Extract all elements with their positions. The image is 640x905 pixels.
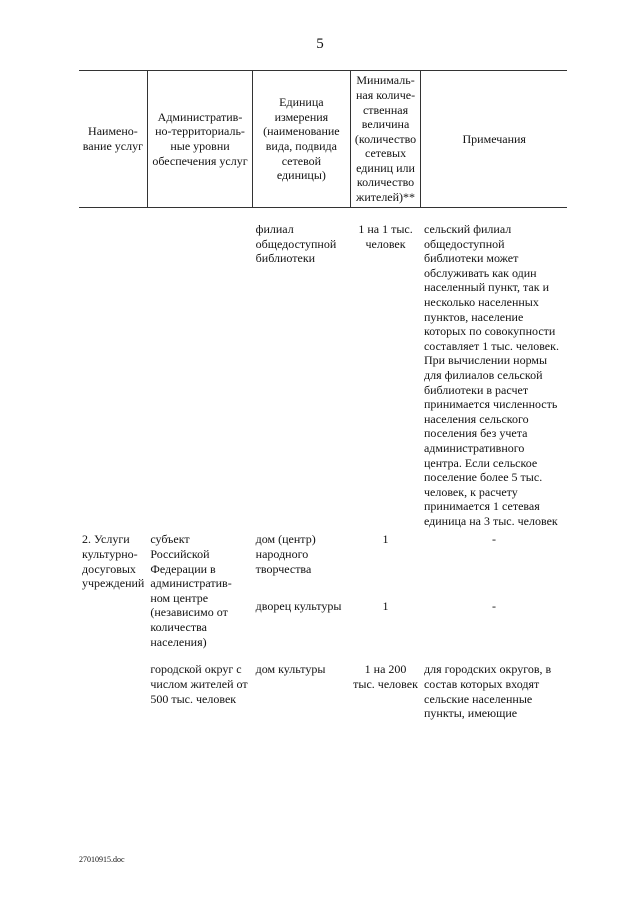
- note-cell: для городских округов, в состав которых входят сельские населенные пункты, имеющие: [423, 662, 552, 721]
- service-cell: [79, 208, 147, 529]
- header-admin-level: Административ-но-территориаль-ные уровни обеспечения услуг: [147, 71, 252, 208]
- table-row: [79, 528, 567, 592]
- file-name-footer: 27010915.doc: [79, 855, 125, 864]
- quantity-cell: 1: [382, 532, 389, 547]
- table-header: [79, 71, 567, 208]
- unit-cell: дом (центр) народного творчества: [255, 532, 316, 576]
- quantity-cell: 1 на 1 тыс. человек: [358, 222, 413, 251]
- unit-cell: филиал общедоступной библиотеки: [255, 222, 337, 266]
- service-cell: 2. Услуги культурно-досуговых учреждений: [82, 532, 145, 591]
- header-service-name: Наимено-вание услуг: [82, 124, 144, 153]
- page-number: 5: [316, 36, 324, 52]
- note-cell: -: [491, 532, 496, 547]
- level-cell: городской округ с числом жителей от 500 тыс. человек: [150, 662, 248, 706]
- note-cell: -: [491, 599, 496, 614]
- table-row: [79, 208, 567, 529]
- unit-cell: дом культуры: [255, 662, 326, 677]
- header-unit: Единица измерения (наименование вида, подвида сетевой единицы): [253, 71, 350, 208]
- level-cell: [147, 208, 252, 529]
- unit-cell: дворец культуры: [255, 599, 342, 614]
- quantity-cell: 1 на 200 тыс. человек: [353, 662, 418, 692]
- service-cell: [79, 656, 147, 720]
- level-cell: субъект Российской Федерации в административ-ном центре (независимо от количества населения): [150, 532, 232, 649]
- header-min-quantity: Минималь-ная количе-ственная величина (количество сетевых единиц или количество жителей)**: [350, 71, 421, 208]
- note-cell: сельский филиал общедоступной библиотеки может обслуживать как один населенный пункт, так и несколько населенных пунктов, население которых по совокупности составляет 1 тыс. человек. При вычислении нормы для филиалов сельской библиотеки в расчет принимается численность населения сельского поселения без учета административного центра. Если сельское поселение более 5 тыс. человек, к расчету принимается 1 сетевая единица на 3 тыс. человек: [423, 222, 559, 528]
- table-row: [79, 656, 567, 720]
- header-notes: Примечания: [421, 71, 567, 208]
- services-table: [79, 70, 567, 721]
- quantity-cell: 1: [382, 599, 389, 614]
